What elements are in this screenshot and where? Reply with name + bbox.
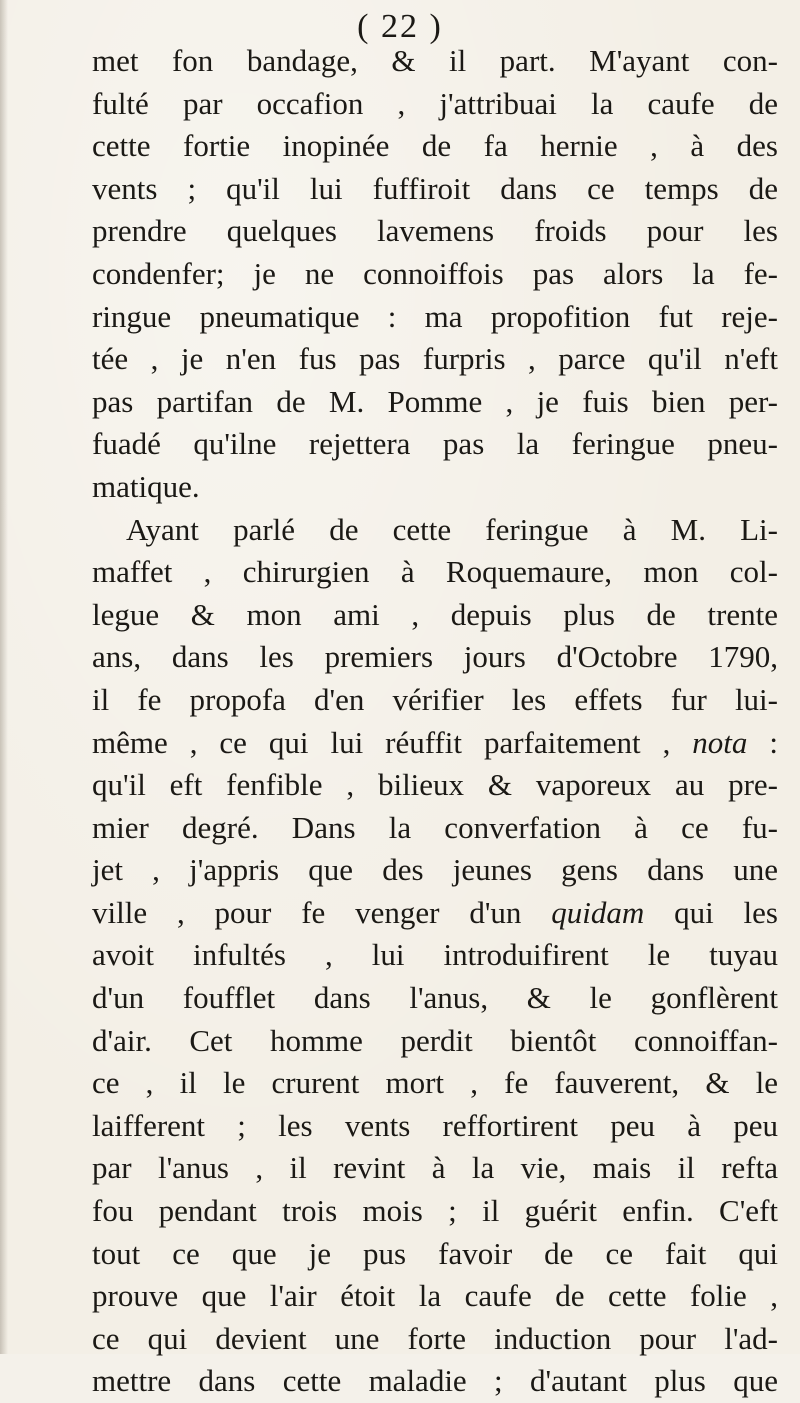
text-line: laifferent ; les vents reffortirent peu à peu: [92, 1107, 778, 1143]
text-line: Ayant parlé de cette feringue à M. Li-: [126, 511, 778, 547]
text-line: tout ce que je pus favoir de ce fait qui: [92, 1235, 778, 1271]
text-line: fou pendant trois mois ; il guérit enfin. C'eft: [92, 1193, 778, 1229]
text-line: prouve que l'air étoit la caufe de cette folie ,: [92, 1278, 778, 1314]
text-line: mettre dans cette maladie ; d'autant plus que: [92, 1363, 778, 1399]
text-line: maffet , chirurgien à Roquemaure, mon col-: [92, 554, 778, 590]
text-line: qu'il eft fenfible , bilieux & vaporeux au pre-: [92, 767, 778, 803]
text-line: met fon bandage, & il part. M'ayant con-: [92, 43, 778, 78]
text-line: par l'anus , il revint à la vie, mais il refta: [92, 1150, 778, 1186]
text-line: cette fortie inopinée de fa hernie , à des: [92, 128, 778, 164]
text-line: d'air. Cet homme perdit bientôt connoiffan-: [92, 1022, 778, 1058]
text-line: avoit infultés , lui introduifirent le tuyau: [92, 937, 778, 973]
text-line: tée , je n'en fus pas furpris , parce qu'il n'eft: [92, 341, 778, 377]
text-line: ce qui devient une forte induction pour l'ad-: [92, 1320, 778, 1356]
text-line: condenfer; je ne connoiffois pas alors la fe-: [92, 255, 778, 291]
text-line: ce , il le crurent mort , fe fauverent, & le: [92, 1065, 778, 1101]
text-line: ville , pour fe venger d'un quidam qui les: [92, 894, 778, 930]
text-line: matique.: [92, 468, 200, 504]
text-line: d'un foufflet dans l'anus, & le gonflèrent: [92, 980, 778, 1016]
text-line: même , ce qui lui réuffit parfaitement , nota :: [92, 724, 778, 760]
text-line: mier degré. Dans la converfation à ce fu-: [92, 809, 778, 845]
text-line: ans, dans les premiers jours d'Octobre 1790,: [92, 639, 778, 675]
text-line: ringue pneumatique : ma propofition fut reje-: [92, 298, 778, 334]
text-line: prendre quelques lavemens froids pour les: [92, 213, 778, 249]
text-line: legue & mon ami , depuis plus de trente: [92, 596, 778, 632]
text-line: pas partifan de M. Pomme , je fuis bien per-: [92, 383, 778, 419]
page-number: ( 22 ): [357, 8, 443, 45]
text-line: il fe propofa d'en vérifier les effets fur lui-: [92, 681, 778, 717]
text-line: jet , j'appris que des jeunes gens dans une: [92, 852, 778, 888]
body-text: [92, 40, 778, 1403]
page-gutter-shadow: [0, 0, 8, 1354]
text-line: fulté par occafion , j'attribuai la caufe de: [92, 85, 778, 121]
italic-term: nota: [692, 724, 748, 760]
text-line: fuadé qu'ilne rejettera pas la feringue pneu-: [92, 426, 778, 462]
text-line: vents ; qu'il lui fuffiroit dans ce temps de: [92, 170, 778, 206]
italic-term: quidam: [551, 894, 645, 930]
